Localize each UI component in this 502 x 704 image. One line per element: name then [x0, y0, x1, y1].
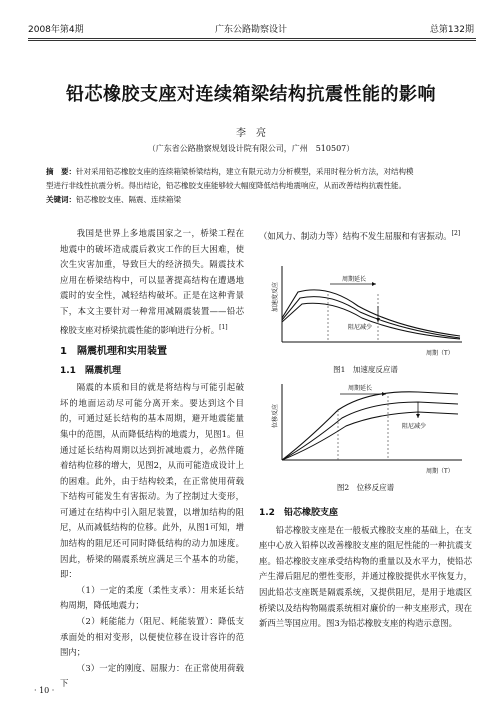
- figure-2-caption: 图2 位移反应谱: [336, 483, 395, 492]
- intro-text: 我国是世界上多地震国家之一，桥梁工程在地震中的破坏造成震后救灾工作的巨大困难，使次生灾害加重，导致巨大的经济损失。隔震技术应用在桥梁结构中，可以显著提高结构在遭遇地震时的安全性，减轻结构破坏。正是在这种背景下，本文主要针对一种常用减隔震装置——铅芯橡胶支座对桥梁抗震性能的影响进行分析。: [60, 228, 244, 335]
- fig2-arrowhead-top: [382, 392, 386, 396]
- article-title: 铅芯橡胶支座对连续箱梁结构抗震性能的影响: [66, 84, 436, 105]
- continued-ref: [2]: [451, 230, 461, 237]
- abstract-line-1: [46, 166, 466, 178]
- lead-rubber-bearing-paragraph: 铅芯橡胶支座是在一般板式橡胶支座的基础上，在支座中心放入铅棒以改善橡胶支座的阻尼性能的一种抗震支座。铅芯橡胶支座承受结构物的重量以及水平力，使铅芯产生滞后阻尼的塑性变形，并通过橡胶提供水平恢复力，因此铅芯支座既是隔震系统，又提供阻尼，是用于地震区桥梁以及结构物隔震系统相对廉价的一种支座形式，现在新西兰等国应用。图3为铅芯橡胶支座的构造示意图。: [259, 524, 472, 629]
- fig2-xlabel: 周期（T）: [426, 468, 454, 475]
- continued-text: （如风力、制动力等）结构不发生屈服和有害振动。: [259, 230, 452, 241]
- keywords-line: [46, 194, 466, 206]
- fig1-ylabel: 加速度反应: [272, 281, 279, 312]
- section-1-heading: 1 隔震机理和实用装置: [60, 345, 167, 357]
- figure-1-acceleration-spectrum: [268, 262, 468, 362]
- figure-1-caption: 图1 加速度反应谱: [333, 365, 398, 374]
- right-column-top: [259, 226, 472, 244]
- abstract-label: 摘 要：: [46, 167, 76, 176]
- continued-paragraph: [259, 226, 472, 244]
- header-rule: [28, 38, 476, 39]
- fig1-annot-bottom: 阻尼减少: [348, 324, 373, 331]
- fig2-arrowhead-bottom: [416, 414, 420, 418]
- fig2-curve-1: [282, 392, 458, 460]
- article-affiliation: （广东省公路勘察规划设计院有限公司，广州 510507）: [147, 144, 355, 153]
- journal-name: 广东公路勘察设计: [214, 25, 287, 35]
- section-1-2-heading: 1.2 铅芯橡胶支座: [259, 508, 338, 518]
- fig2-curve-3: [282, 412, 458, 460]
- keywords-label: 关键词：: [46, 195, 76, 204]
- function-item-3: （3）一定的刚度、屈服力：在正常使用荷载下: [60, 662, 244, 689]
- fig2-curve-2: [282, 402, 458, 460]
- abstract-line-2: 型进行非线性抗震分析。得出结论，铅芯橡胶支座能够较大幅度降低结构地震响应，从而改善结构抗震性能。: [46, 181, 406, 190]
- function-item-2: （2）耗能能力（阻尼、耗能装置）：降低支承面处的相对变形，以便使位移在设计容许的范围内；: [60, 616, 244, 658]
- intro-paragraph: [60, 226, 244, 338]
- keywords-text: 铅芯橡胶支座、隔震、连续箱梁: [76, 195, 181, 204]
- header-rule-thin: [28, 40, 476, 41]
- fig1-arrowhead-top: [372, 282, 376, 286]
- fig1-annot-top: 周期延长: [342, 276, 367, 283]
- fig1-xlabel: 周期（T）: [426, 350, 454, 357]
- mechanism-paragraph: 隔震的本质和目的就是将结构与可能引起破坏的地面运动尽可能分离开来。要达到这个目的，可通过延长结构的基本周期，避开地震能量集中的范围，从而降低结构的地震力，见图1。但通过延长结构周期以达到折减地震力，必然伴随着结构位移的增大，见图2，从而可能造成设计上的困难。此外，由于结构较柔，在正常使用荷载下结构可能发生有害振动。为了控制过大变形，可通过在结构中引入阻尼装置，以增加结构的阻尼，从而减低结构的位移。此外，从图1可知，增加结构的阻尼还可同时降低结构的动力加速度。因此，桥梁的隔震系统应满足三个基本的功能，即：: [60, 382, 244, 580]
- fig2-ylabel: 位移反应: [272, 403, 279, 428]
- page-number: · 10 ·: [34, 686, 55, 695]
- article-author: 李 亮: [236, 128, 266, 139]
- fig2-annot-top: 周期延长: [348, 385, 373, 392]
- journal-total-issue: 总第132期: [429, 25, 474, 35]
- fig2-annot-bottom: 阻尼减少: [402, 423, 427, 430]
- function-item-1: （1）一定的柔度（柔性支承）：用来延长结构周期，降低地震力；: [60, 584, 244, 611]
- section-1-1-heading: 1.1 隔震机理: [60, 365, 121, 376]
- figure-2-displacement-spectrum: [268, 380, 468, 480]
- journal-issue: 2008年第4期: [28, 25, 84, 35]
- abstract-text-1: 针对采用铅芯橡胶支座的连续箱梁桥梁结构，建立有限元动力分析模型，采用时程分析方法，对结构模: [76, 167, 414, 176]
- right-column-bottom: [259, 506, 472, 632]
- left-column: [60, 226, 244, 692]
- intro-ref: [1]: [219, 323, 228, 331]
